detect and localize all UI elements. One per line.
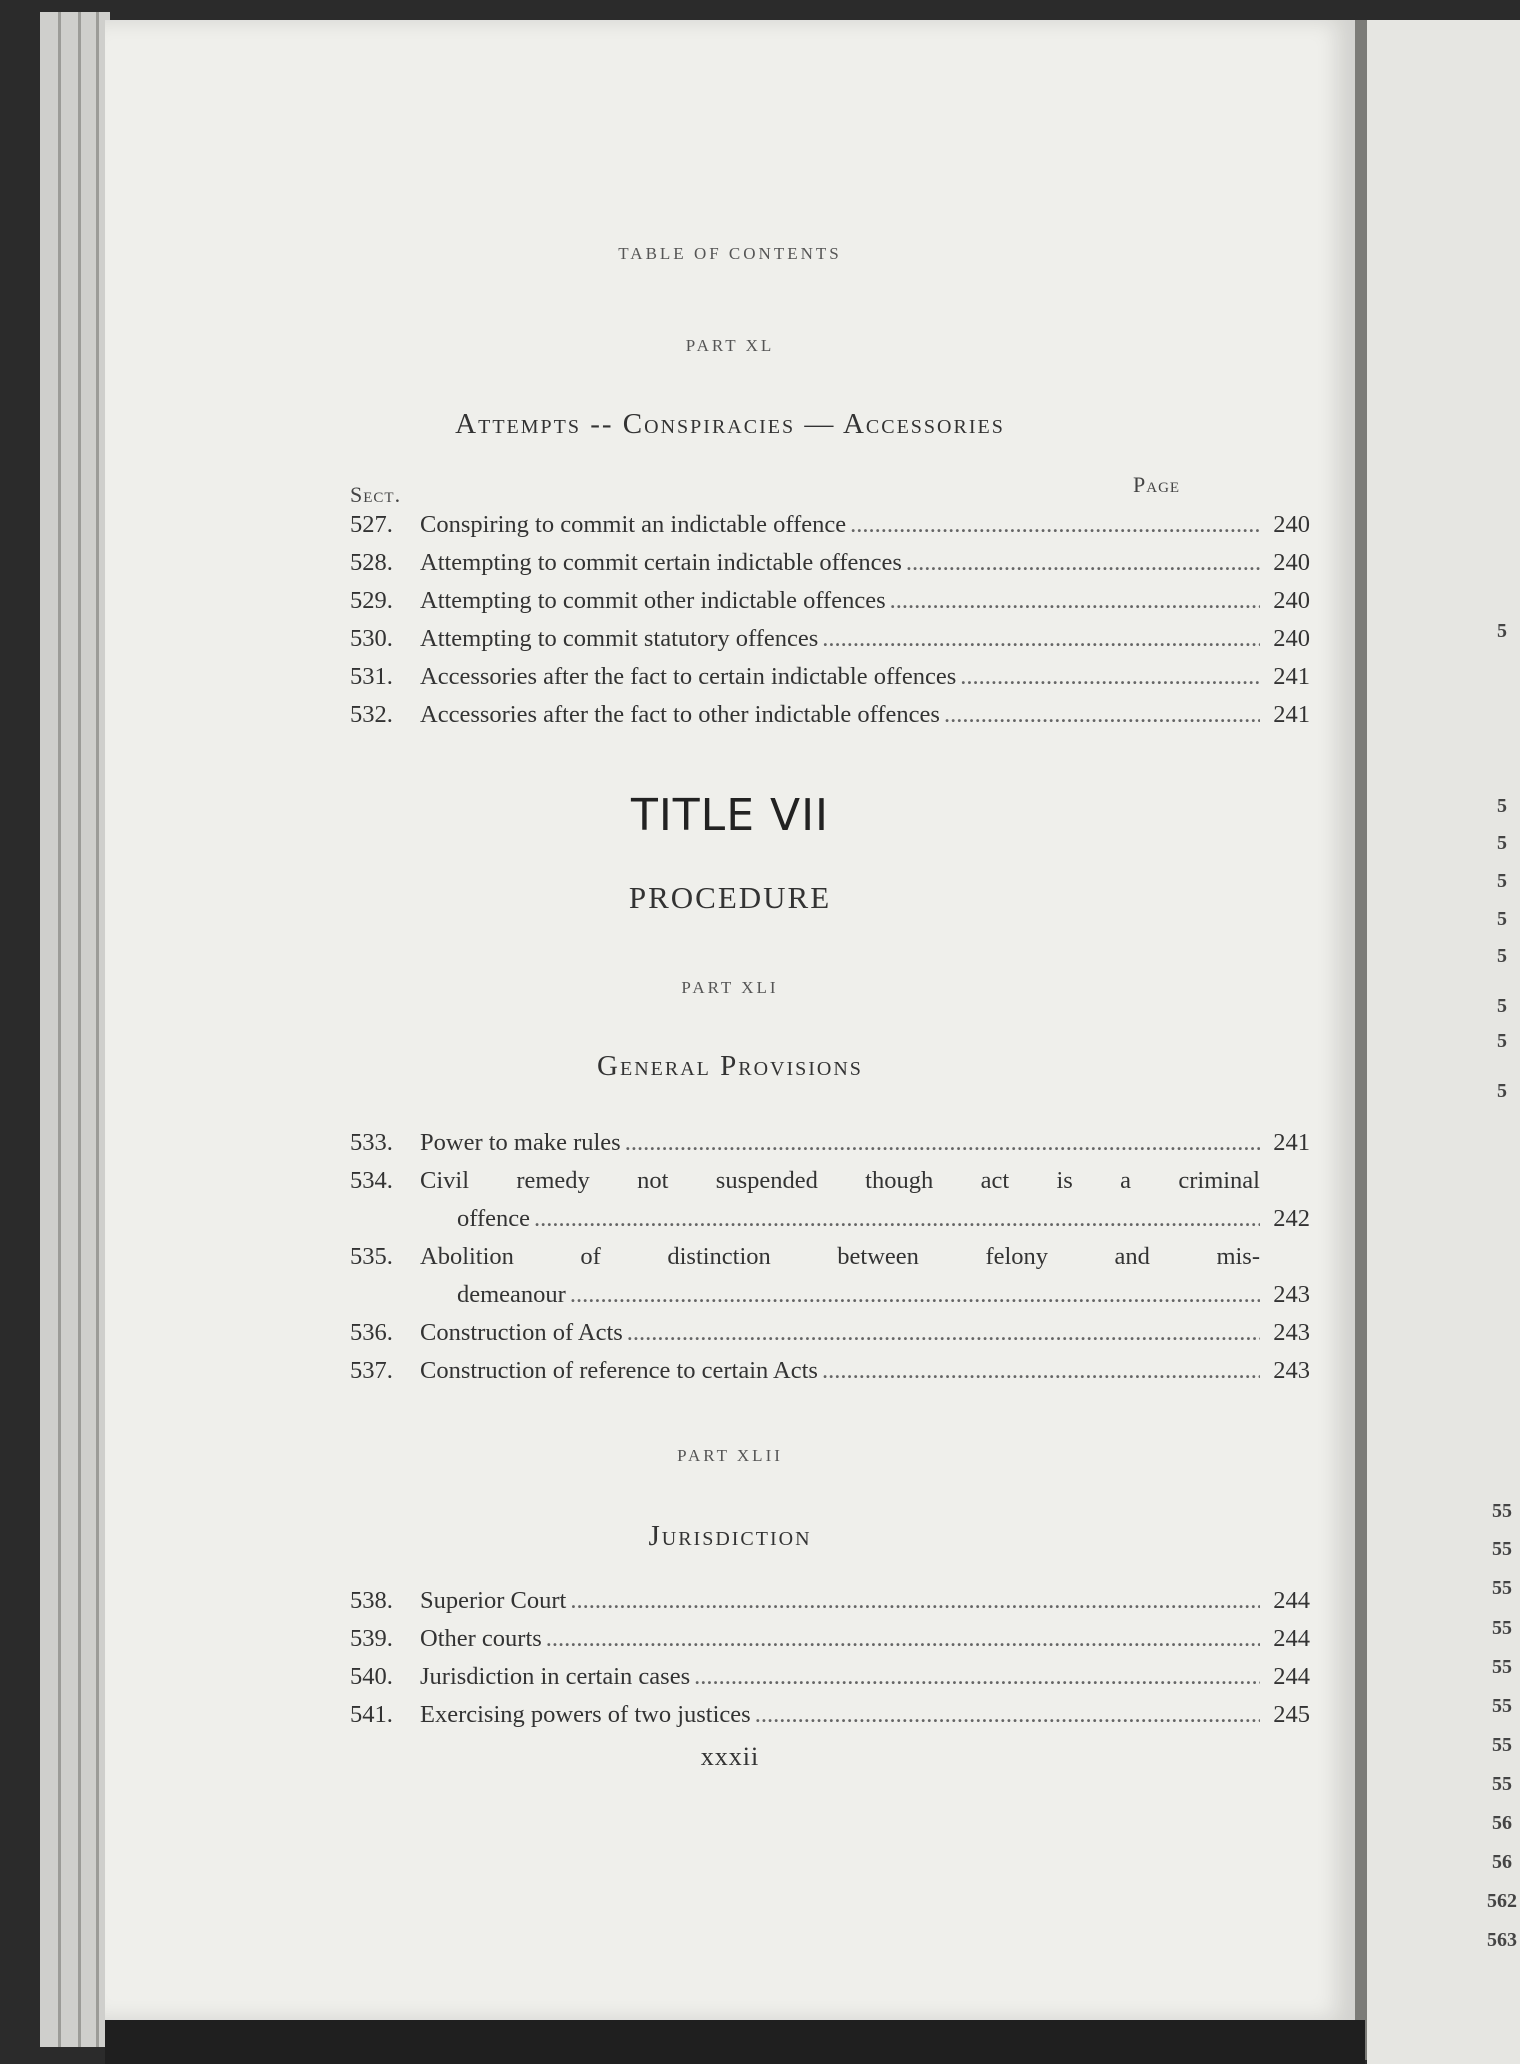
page-number: 241 [1273,701,1310,728]
entry-title: Superior Court [420,1587,567,1614]
toc-entry [350,1620,1310,1658]
dot-leader [960,658,1260,696]
dot-leader [906,544,1260,582]
facing-page-number: 55 [1492,1656,1512,1678]
entry-title: Other courts [420,1625,542,1652]
facing-page-number: 5 [1497,620,1507,642]
facing-page-number: 55 [1492,1695,1512,1717]
section-number: 533. [350,1129,393,1156]
entry-title: Jurisdiction in certain cases [420,1663,691,1690]
dot-leader [570,1276,1260,1314]
toc-entry [350,1352,1310,1390]
section-number: 535. [350,1243,393,1270]
entry-title: Accessories after the fact to other indictable offences [420,701,940,728]
toc-entry [350,1582,1310,1620]
page-edge-line [78,12,81,2047]
title-heading: TITLE VII [630,790,830,841]
part-label: PART XL [685,336,775,355]
facing-page-number: 55 [1492,1773,1512,1795]
facing-page-number: 5 [1497,795,1507,817]
page-number: 244 [1273,1587,1310,1614]
toc-entry [350,1696,1310,1734]
facing-page [1367,20,1520,2064]
facing-page-number: 5 [1497,832,1507,854]
book-page [105,20,1355,2020]
toc-entry-list [350,1124,1310,1390]
running-head: TABLE OF CONTENTS [618,244,842,263]
section-number: 538. [350,1587,393,1614]
page-edge-line [96,12,99,2047]
toc-entry [350,620,1310,658]
entry-title: Construction of reference to certain Acts [420,1357,818,1384]
facing-page-number: 562 [1487,1890,1517,1912]
page-stack-edge [40,12,110,2047]
page-edge-line [58,12,61,2047]
facing-page-number: 55 [1492,1734,1512,1756]
entry-title: Conspiring to commit an indictable offence [420,511,847,538]
dot-leader [534,1200,1260,1238]
section-heading: General Provisions [597,1050,863,1082]
dot-leader [850,506,1260,544]
entry-title: Abolition of distinction between felony and mis- [420,1243,1260,1270]
toc-entry-list [350,1582,1310,1734]
toc-entry-list [350,506,1310,734]
facing-page-number: 5 [1497,870,1507,892]
dot-leader [755,1696,1260,1734]
dot-leader [627,1314,1260,1352]
page-number: 243 [1273,1357,1310,1384]
page-number: 240 [1273,625,1310,652]
entry-title: Construction of Acts [420,1319,623,1346]
toc-entry [350,544,1310,582]
page-number: 244 [1273,1625,1310,1652]
toc-entry [350,696,1310,734]
entry-title: Civil remedy not suspended though act is a criminal [420,1167,1260,1194]
dot-leader [546,1620,1260,1658]
toc-entry [350,1658,1310,1696]
page-number: 243 [1273,1281,1310,1308]
section-number: 531. [350,663,393,690]
facing-page-number: 5 [1497,945,1507,967]
toc-entry [350,1124,1310,1162]
dot-leader [625,1124,1260,1162]
page-number: 240 [1273,549,1310,576]
section-number: 539. [350,1625,393,1652]
section-number: 532. [350,701,393,728]
entry-title: Power to make rules [420,1129,621,1156]
dot-leader [822,620,1260,658]
facing-page-number: 55 [1492,1617,1512,1639]
section-number: 529. [350,587,393,614]
entry-title: Attempting to commit certain indictable offences [420,549,902,576]
entry-title: Attempting to commit statutory offences [420,625,819,652]
section-number: 536. [350,1319,393,1346]
scan-bottom-edge [105,2020,1365,2064]
page-number: 242 [1273,1205,1310,1232]
dot-leader [570,1582,1260,1620]
section-heading: Jurisdiction [648,1520,812,1552]
toc-entry [350,1238,1310,1276]
toc-entry [350,1162,1310,1200]
facing-page-number: 55 [1492,1500,1512,1522]
section-number: 527. [350,511,393,538]
dot-leader [890,582,1260,620]
dot-leader [822,1352,1260,1390]
section-number: 534. [350,1167,393,1194]
entry-title: Attempting to commit other indictable offences [420,587,886,614]
facing-page-number: 56 [1492,1812,1512,1834]
facing-page-number: 5 [1497,908,1507,930]
part-label: PART XLI [681,978,779,997]
entry-title: Exercising powers of two justices [420,1701,751,1728]
dot-leader [694,1658,1260,1696]
page-number: 245 [1273,1701,1310,1728]
facing-page-number: 55 [1492,1538,1512,1560]
toc-entry-continuation [350,1200,1310,1238]
section-number: 528. [350,549,393,576]
section-number: 530. [350,625,393,652]
section-number: 541. [350,1701,393,1728]
dot-leader [944,696,1260,734]
page-number: 241 [1273,1129,1310,1156]
part-label: PART XLII [677,1446,783,1465]
facing-page-number: 5 [1497,995,1507,1017]
title-subheading: PROCEDURE [628,880,832,915]
section-number: 540. [350,1663,393,1690]
toc-entry-continuation [350,1276,1310,1314]
section-column-label: Sect. [350,482,402,507]
page-folio: xxxii [700,1742,760,1771]
toc-entry [350,506,1310,544]
facing-page-number: 5 [1497,1080,1507,1102]
page-number: 240 [1273,587,1310,614]
section-number: 537. [350,1357,393,1384]
page-number: 244 [1273,1663,1310,1690]
toc-entry [350,582,1310,620]
page-number: 240 [1273,511,1310,538]
section-heading: Attempts -- Conspiracies — Accessories [455,408,1005,440]
entry-title: Accessories after the fact to certain indictable offences [420,663,957,690]
facing-page-number: 5 [1497,1030,1507,1052]
entry-title-continued: offence [457,1205,530,1232]
toc-entry [350,658,1310,696]
toc-entry [350,1314,1310,1352]
facing-page-number: 55 [1492,1577,1512,1599]
page-column-label: Page [1133,472,1181,497]
facing-page-number: 56 [1492,1851,1512,1873]
facing-page-number: 563 [1487,1929,1517,1951]
page-number: 241 [1273,663,1310,690]
page-number: 243 [1273,1319,1310,1346]
entry-title-continued: demeanour [457,1281,566,1308]
